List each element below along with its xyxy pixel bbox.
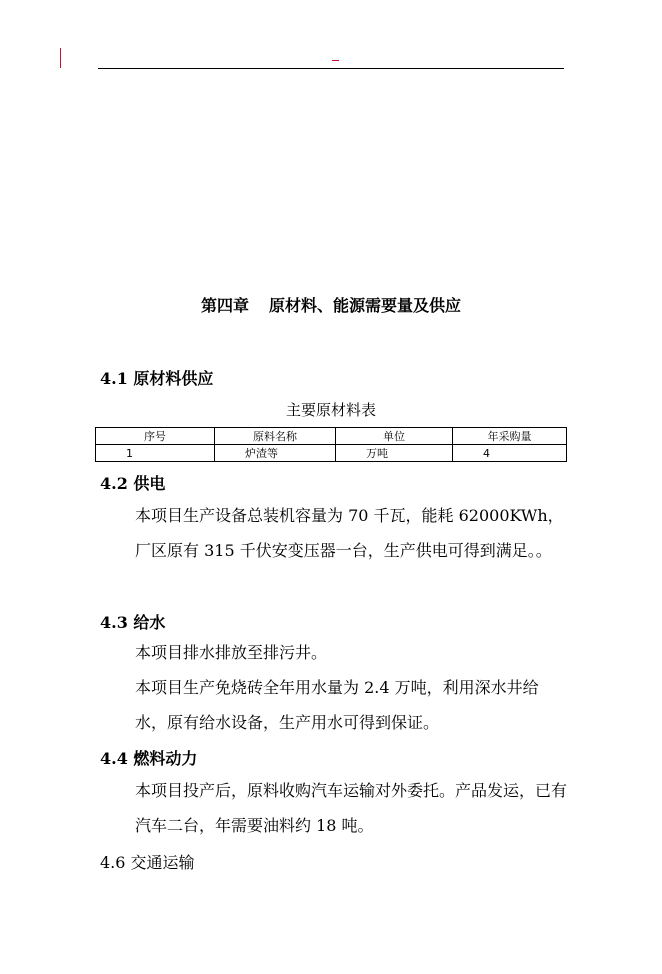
section-heading-4-6: 4.6 交通运输: [100, 853, 195, 872]
margin-mark: [60, 48, 61, 68]
table-header-cell: 原料名称: [215, 428, 336, 445]
header-dash: [332, 60, 339, 61]
table-cell: 万吨: [336, 445, 453, 462]
paragraph: 本项目生产设备总装机容量为 70 千瓦，能耗 62000KWh，厂区原有 315 千伏安变压器一台，生产供电可得到满足。。: [135, 506, 564, 560]
materials-table: [95, 427, 567, 462]
header-rule: [98, 68, 564, 69]
paragraph: 本项目生产免烧砖全年用水量为 2.4 万吨，利用深水井给水，原有给水设备，生产用水可得到保证。: [135, 678, 539, 732]
table-header-row: [96, 428, 567, 445]
section-heading-4-2: 4.2 供电: [100, 474, 166, 493]
chapter-number: 第四章: [200, 296, 249, 315]
section-4-2-body: [100, 498, 570, 568]
section-heading-4-4: 4.4 燃料动力: [100, 749, 198, 768]
section-heading-4-1: 4.1 原材料供应: [100, 369, 214, 388]
chapter-name: 原材料、能源需要量及供应: [269, 296, 462, 315]
chapter-title: [0, 293, 662, 316]
table-cell: 1: [96, 445, 215, 462]
table-title: 主要原材料表: [285, 401, 376, 419]
table-header-cell: 年采购量: [453, 428, 567, 445]
table-header-cell: 序号: [96, 428, 215, 445]
table-cell: 4: [453, 445, 567, 462]
table-row: [96, 445, 567, 462]
section-heading-4-3: 4.3 给水: [100, 613, 166, 632]
paragraph: 本项目排水排放至排污井。: [135, 643, 328, 662]
section-4-3-body: [100, 635, 570, 740]
table-header-cell: 单位: [336, 428, 453, 445]
paragraph: 本项目投产后，原料收购汽车运输对外委托。产品发运，已有汽车二台，年需要油料约 18 吨。: [135, 781, 568, 835]
table-cell: 炉渣等: [215, 445, 336, 462]
section-4-4-body: [100, 773, 570, 843]
